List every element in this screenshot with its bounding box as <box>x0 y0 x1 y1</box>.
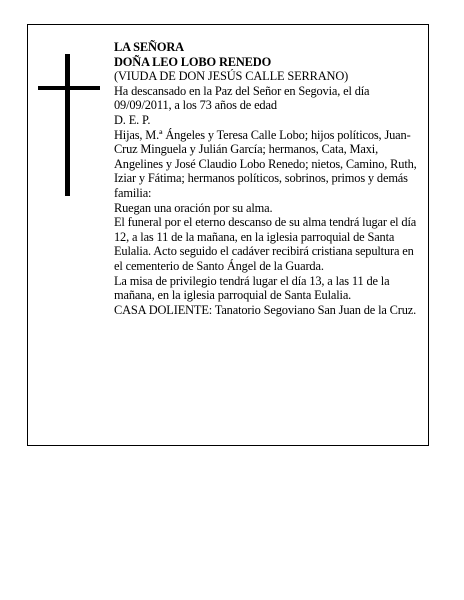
death-statement: Ha descansado en la Paz del Señor en Segovia, el día 09/09/2011, a los 73 años de edad <box>114 83 370 113</box>
cross-horizontal-bar <box>38 86 100 90</box>
dep-line: D. E. P. <box>114 112 151 127</box>
obituary-text <box>114 40 419 317</box>
deceased-name: DOÑA LEO LOBO RENEDO <box>114 54 272 69</box>
cross-icon <box>38 54 100 196</box>
prayer-request: Ruegan una oración por su alma. <box>114 200 273 215</box>
widow-line: (VIUDA DE DON JESÚS CALLE SERRANO) <box>114 69 349 84</box>
funeral-details: El funeral por el eterno descanso de su alma tendrá lugar el día 12, a las 11 de la mañana, en la iglesia parroquial de Santa Eulalia. Acto seguido el cadáver recibirá cristiana sepultura en el cementerio de Santo Ángel de la Guarda. <box>114 215 417 273</box>
cross-vertical-bar <box>65 54 70 196</box>
header-title: LA SEÑORA <box>114 40 184 54</box>
mourning-house: CASA DOLIENTE: Tanatorio Segoviano San Juan de la Cruz. <box>114 302 417 317</box>
family-list: Hijas, M.ª Ángeles y Teresa Calle Lobo; hijos políticos, Juan-Cruz Minguela y Julián García; hermanos, Cata, Maxi, Angelines y José Claudio Lobo Renedo; nietos, Camino, Ruth, Iziar y Fátima; hermanos políticos, sobrinos, primos y demás familia: <box>114 127 417 200</box>
mass-details: La misa de privilegio tendrá lugar el día 13, a las 11 de la mañana, en la iglesia parroquial de Santa Eulalia. <box>114 273 390 303</box>
